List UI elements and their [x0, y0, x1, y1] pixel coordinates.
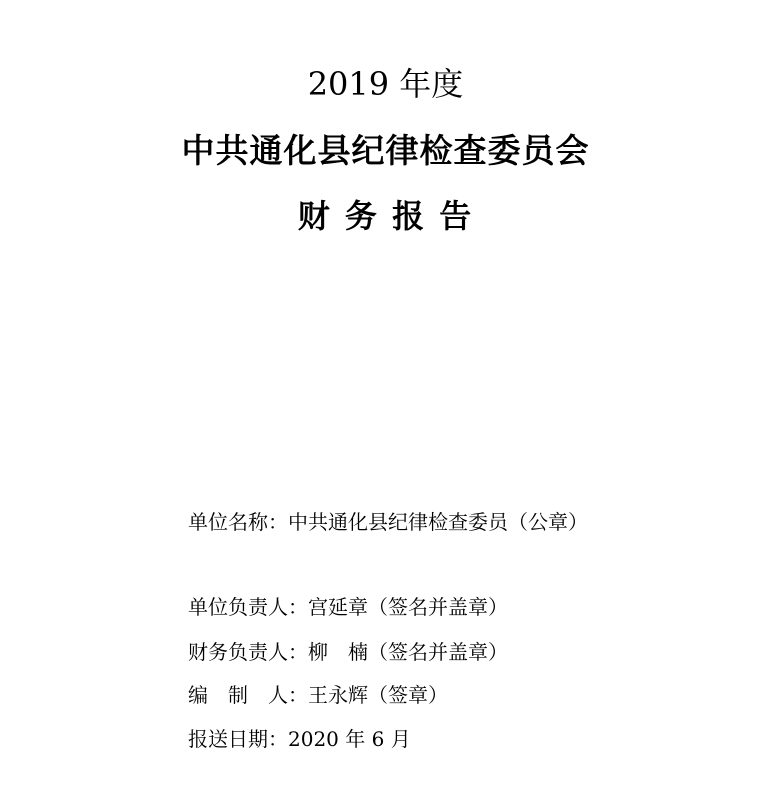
finance-head-value: 柳 楠（签名并盖章） [308, 640, 508, 664]
organization-title: 中共通化县纪律检查委员会 [181, 131, 590, 170]
report-date-label: 报送日期： [188, 727, 288, 751]
report-type-title: 财 务 报 告 [297, 197, 474, 235]
unit-name-line [188, 508, 588, 536]
report-date-value: 2020 年 6 月 [288, 727, 411, 751]
finance-head-label: 财务负责人： [188, 640, 308, 664]
report-year-title: 2019 年度 [307, 65, 464, 103]
finance-head-line [188, 638, 508, 666]
preparer-value: 王永辉（签章） [308, 683, 448, 707]
unit-name-value: 中共通化县纪律检查委员（公章） [288, 510, 588, 534]
preparer-label: 编 制 人： [188, 683, 308, 707]
report-date-line [188, 725, 411, 753]
preparer-line [188, 681, 448, 709]
unit-name-label: 单位名称： [188, 510, 288, 534]
unit-head-value: 宫延章（签名并盖章） [308, 595, 508, 619]
unit-head-line [188, 593, 508, 621]
unit-head-label: 单位负责人： [188, 595, 308, 619]
